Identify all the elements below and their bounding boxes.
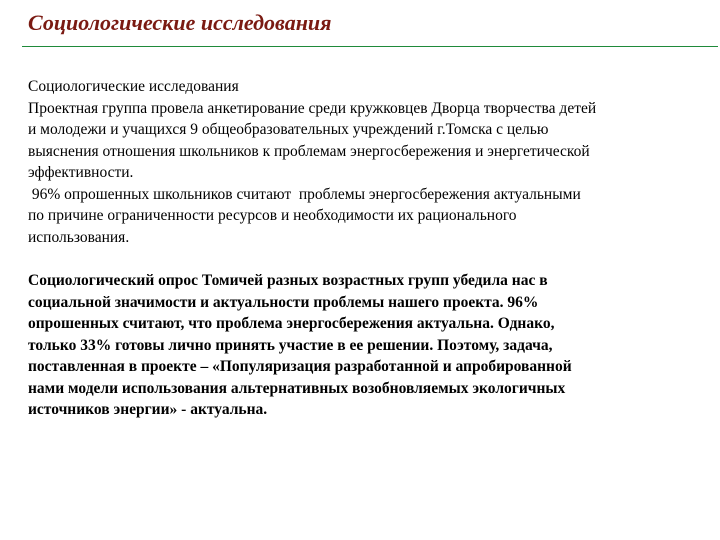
survey-paragraph <box>28 98 700 249</box>
text-line: Проектная группа провела анкетирование среди кружковцев Дворца творчества детей <box>28 99 597 117</box>
text-line: нами модели использования альтернативных возобновляемых экологичных <box>28 379 566 397</box>
title-divider <box>22 46 718 47</box>
text-line: использования. <box>28 228 130 246</box>
text-line: по причине ограниченности ресурсов и необходимости их рационального <box>28 207 517 224</box>
text-line: поставленная в проекте – «Популяризация разработанной и апробированной <box>28 358 572 375</box>
text-line: социальной значимости и актуальности проблемы нашего проекта. 96% <box>28 293 539 311</box>
text-line: и молодежи и учащихся 9 общеобразовательных учреждений г.Томска с целью <box>28 121 549 138</box>
text-line: Социологический опрос Томичей разных возрастных групп убедила нас в <box>28 272 548 289</box>
text-line: выяснения отношения школьников к проблемам энергосбережения и энергетической <box>28 142 590 160</box>
slide-body <box>28 76 700 421</box>
text-line: 96% опрошенных школьников считают проблемы энергосбережения актуальными <box>28 185 581 203</box>
text-line: опрошенных считают, что проблема энергосбережения актуальна. Однако, <box>28 315 555 332</box>
body-heading-text: Социологические исследования <box>28 78 239 95</box>
slide-title: Социологические исследования <box>28 10 332 35</box>
text-line: эффективности. <box>28 164 134 181</box>
text-line: только 33% готовы лично принять участие в ее решении. Поэтому, задача, <box>28 336 553 354</box>
body-heading <box>28 76 700 98</box>
conclusion-paragraph <box>28 270 700 421</box>
text-line: источников энергии» - актуальна. <box>28 401 268 418</box>
